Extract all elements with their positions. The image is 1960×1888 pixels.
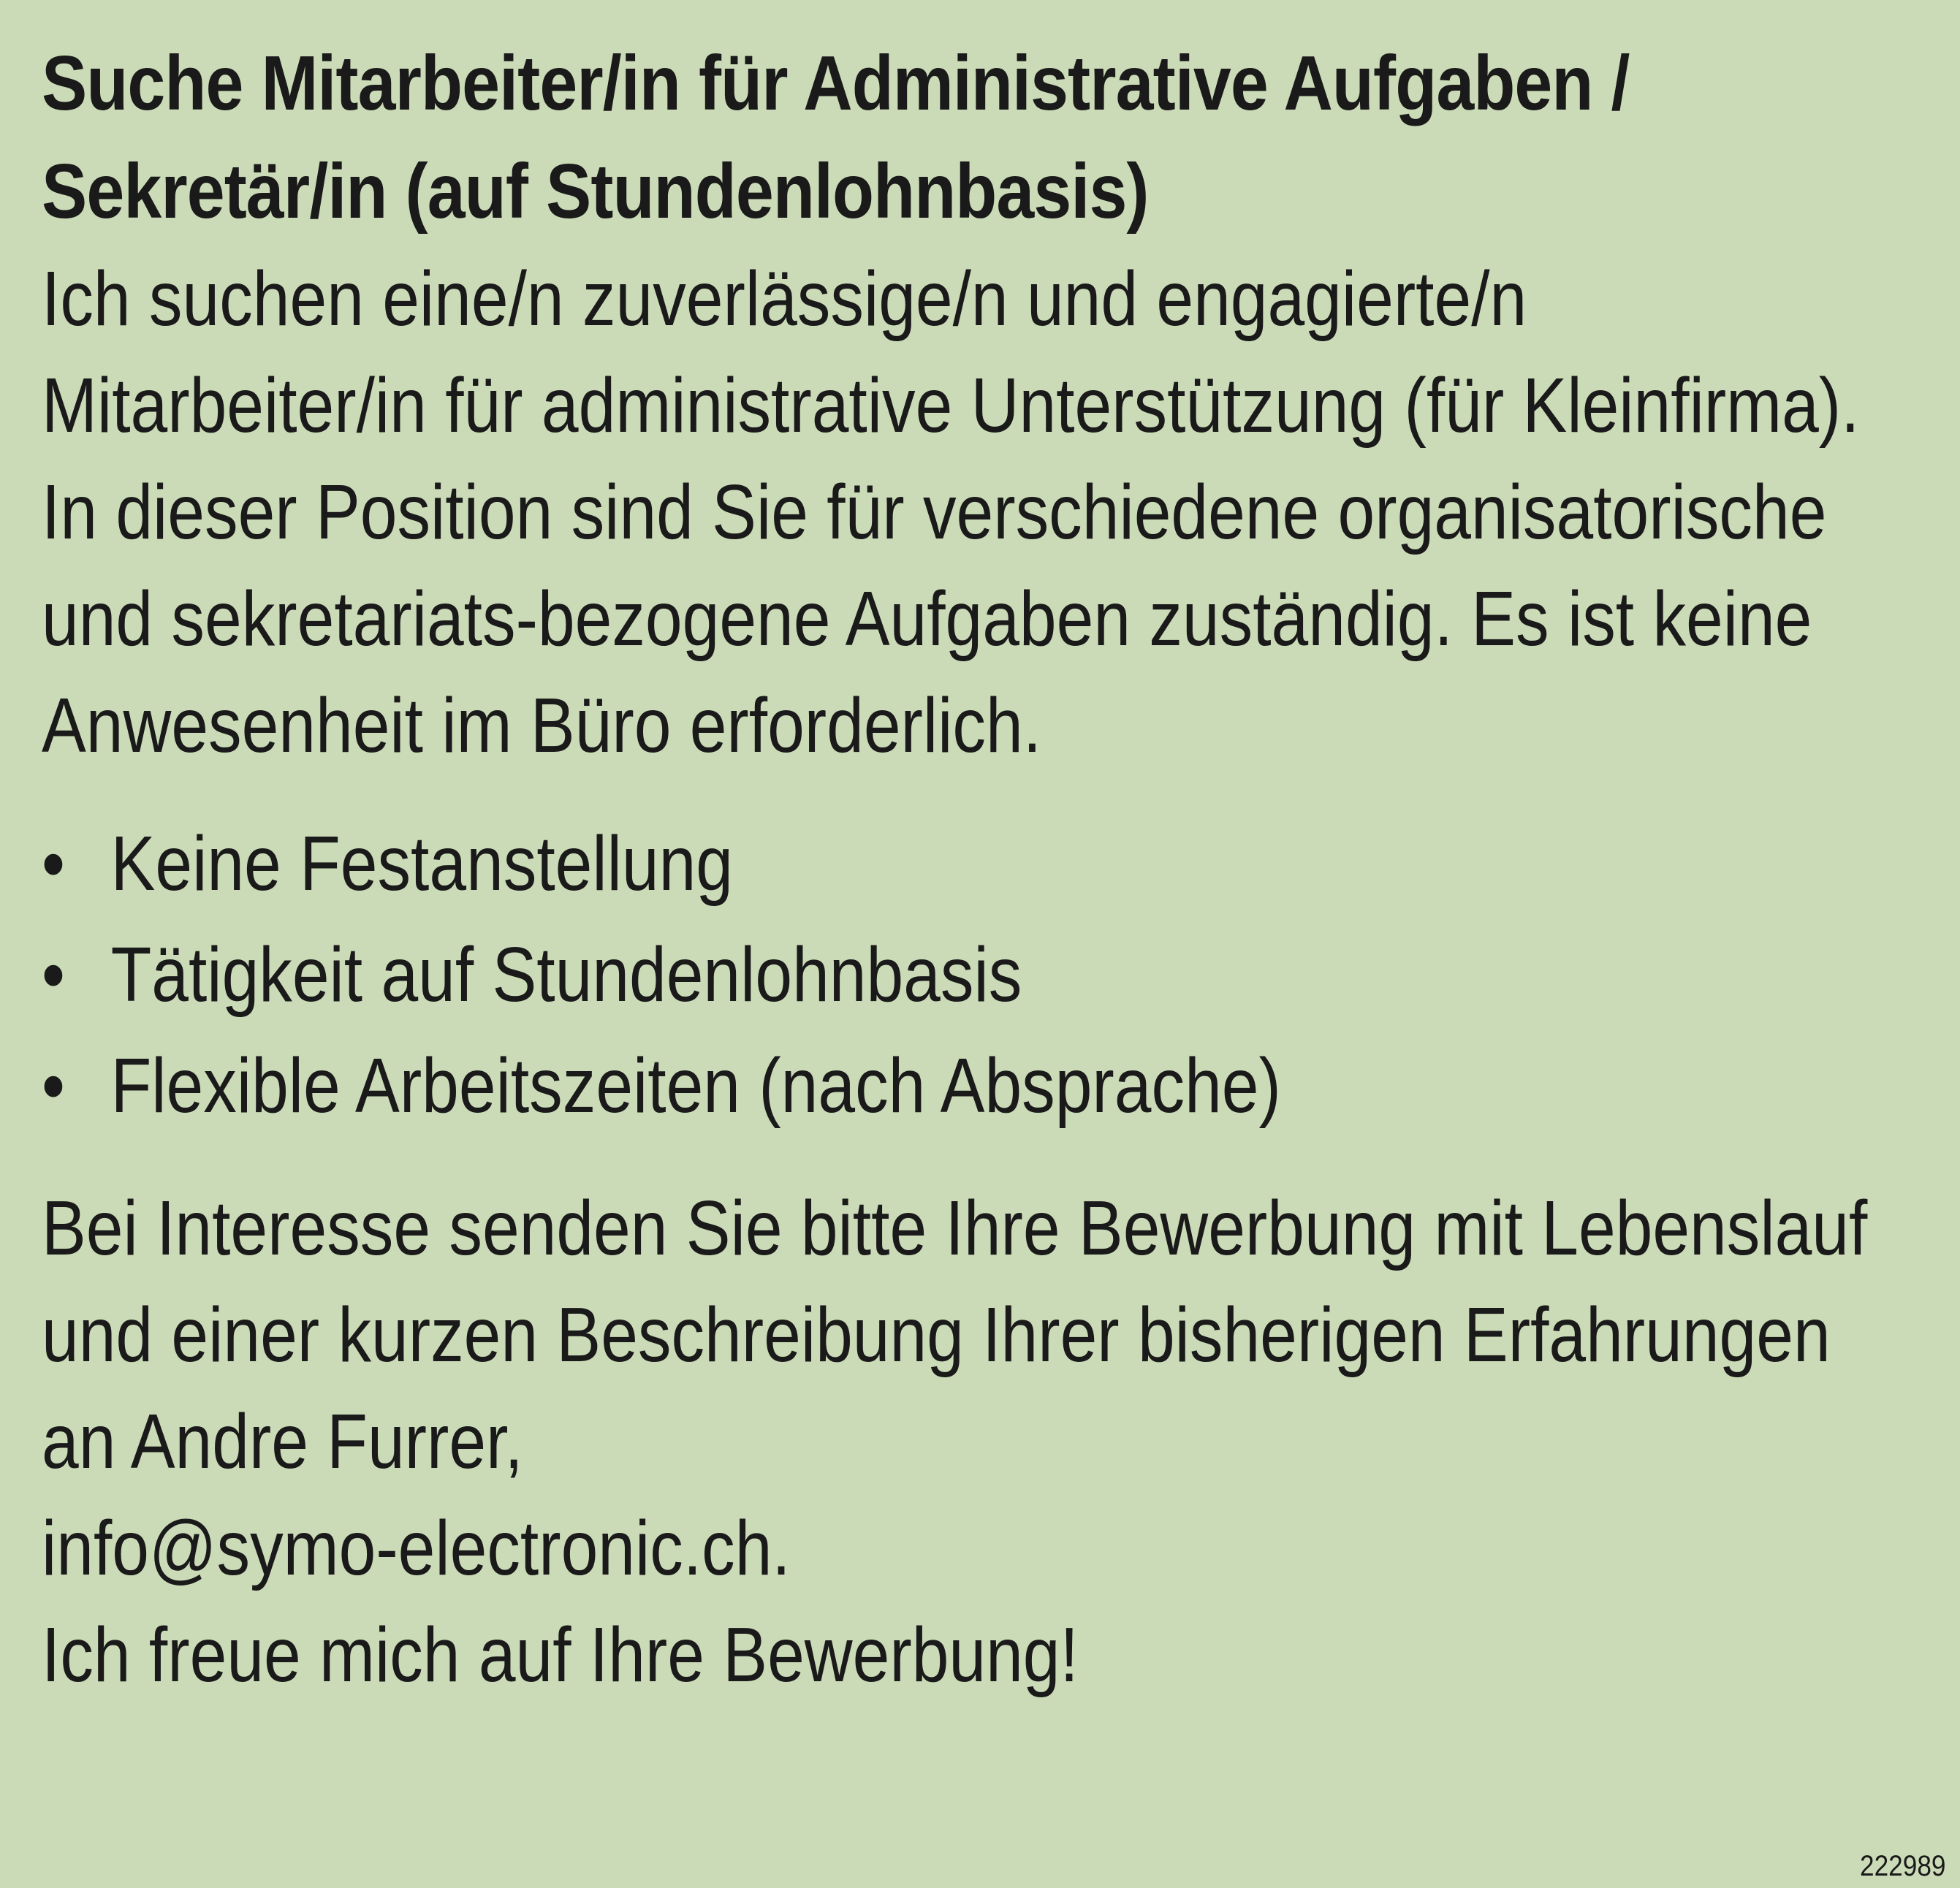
list-item — [42, 808, 1902, 919]
ad-body — [42, 245, 1902, 1708]
bullet-icon: • — [42, 821, 65, 907]
benefit-text: Tätigkeit auf Stundenlohnbasis — [110, 932, 1022, 1018]
intro-paragraph: Ich suchen eine/n zuverlässige/n und engagierte/n Mitarbeiter/in für administrative Unterstützung (für Kleinfirma). In dieser Position sind Sie für verschiedene organisatorische und sekretariats-bezogene Aufgaben zuständig. Es ist keine Anwesenheit im Büro erforderlich. — [42, 256, 1860, 769]
sign-off: Ich freue mich auf Ihre Bewerbung! — [42, 1612, 1079, 1698]
contact-email[interactable]: info@symo-electronic.ch. — [42, 1505, 791, 1591]
application-request: Bei Interesse senden Sie bitte Ihre Bewerbung mit Lebenslauf und einer kurzen Beschreibung Ihrer bisherigen Erfahrungen an Andre Furrer, — [42, 1185, 1868, 1485]
ad-title: Suche Mitarbeiter/in für Administrative Aufgaben / Sekretär/in (auf Stundenlohnbasis) — [42, 40, 1630, 235]
bullet-icon: • — [42, 932, 65, 1018]
bullet-icon: • — [42, 1043, 65, 1129]
job-advertisement — [42, 29, 1927, 1708]
reference-number: 222989 — [1859, 1850, 1945, 1882]
benefit-text: Keine Festanstellung — [110, 821, 733, 907]
benefits-list — [42, 808, 1902, 1141]
list-item — [42, 919, 1902, 1030]
closing-paragraph — [42, 1175, 1902, 1708]
list-item — [42, 1030, 1902, 1141]
benefit-text: Flexible Arbeitszeiten (nach Absprache) — [110, 1043, 1281, 1129]
